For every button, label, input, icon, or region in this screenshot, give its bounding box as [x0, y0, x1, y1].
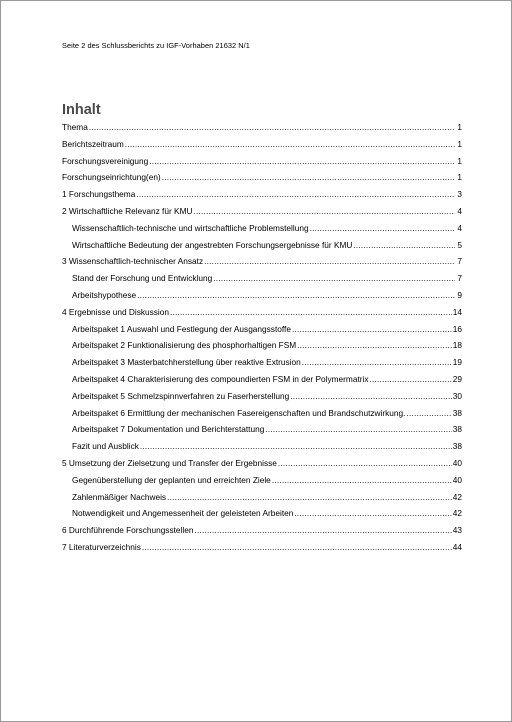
toc-dot-leader [353, 240, 455, 250]
toc-entry-label: Arbeitspaket 6 Ermittlung der mechanischen Fasereigenschaften und Brandschutzwirkung. [72, 407, 406, 418]
toc-entry-label: Forschungseinrichtung(en) [62, 172, 161, 183]
toc-entry-page-number: 14 [452, 306, 462, 317]
toc-entry-label: Zahlenmäßiger Nachweis [72, 491, 167, 502]
toc-entry-page-number: 9 [457, 289, 462, 300]
toc-dot-leader [302, 357, 452, 367]
toc-dot-leader [137, 290, 455, 300]
toc-dot-leader [310, 223, 455, 233]
toc-entry-label: Gegenüberstellung der geplanten und erreichten Ziele [72, 474, 271, 485]
toc-entry-label: Arbeitspaket 5 Schmelzspinnverfahren zu Faserherstellung [72, 390, 290, 401]
table-of-contents [62, 122, 462, 559]
toc-entry-page-number: 30 [452, 390, 462, 401]
toc-entry[interactable] [62, 206, 462, 223]
toc-entry-label: 4 Ergebnisse und Diskussion [62, 306, 169, 317]
toc-dot-leader [140, 441, 452, 451]
toc-dot-leader [265, 424, 451, 434]
toc-dot-leader [142, 542, 452, 552]
toc-entry[interactable] [62, 424, 462, 441]
toc-entry-label: Wirtschaftliche Bedeutung der angestrebten Forschungsergebnisse für KMU [72, 239, 353, 250]
toc-entry-label: Arbeitspaket 7 Dokumentation und Berichterstattung [72, 424, 265, 435]
toc-entry[interactable] [62, 475, 462, 492]
toc-dot-leader [297, 340, 452, 350]
toc-entry[interactable] [62, 139, 462, 156]
toc-entry-page-number: 40 [452, 457, 462, 468]
toc-entry-label: Arbeitspaket 2 Funktionalisierung des phosphorhaltigen FSM [72, 340, 297, 351]
toc-entry-label: Fazit und Ausblick [72, 441, 139, 452]
toc-dot-leader [292, 324, 452, 334]
toc-entry-label: 3 Wissenschaftlich-technischer Ansatz [62, 256, 204, 267]
toc-dot-leader [167, 492, 452, 502]
toc-entry-label: 5 Umsetzung der Zielsetzung und Transfer der Ergebnisse [62, 457, 277, 468]
toc-entry-label: 6 Durchführende Forschungsstellen [62, 525, 194, 536]
toc-entry[interactable] [62, 122, 462, 139]
toc-entry-page-number: 1 [457, 172, 462, 183]
toc-entry-label: Arbeitspaket 1 Auswahl und Festlegung der Ausgangsstoffe [72, 323, 291, 334]
toc-entry[interactable] [62, 223, 462, 240]
toc-dot-leader [290, 391, 452, 401]
toc-entry-label: Arbeitshypothese [72, 289, 137, 300]
toc-entry[interactable] [62, 256, 462, 273]
toc-entry-page-number: 3 [457, 189, 462, 200]
toc-dot-leader [370, 374, 452, 384]
toc-entry-page-number: 18 [452, 340, 462, 351]
toc-entry[interactable] [62, 525, 462, 542]
toc-entry[interactable] [62, 492, 462, 509]
toc-entry-label: Forschungsvereinigung [62, 155, 149, 166]
toc-entry[interactable] [62, 458, 462, 475]
toc-entry-label: Thema [62, 122, 88, 132]
toc-entry[interactable] [62, 172, 462, 189]
toc-entry[interactable] [62, 290, 462, 307]
toc-entry-page-number: 7 [457, 273, 462, 284]
toc-entry[interactable] [62, 357, 462, 374]
toc-title: Inhalt [62, 102, 101, 118]
toc-entry-label: 2 Wirtschaftliche Relevanz für KMU [62, 205, 193, 216]
toc-entry[interactable] [62, 408, 462, 425]
toc-entry[interactable] [62, 307, 462, 324]
toc-dot-leader [294, 508, 451, 518]
toc-entry-page-number: 42 [452, 491, 462, 502]
toc-entry-page-number: 42 [452, 508, 462, 519]
toc-dot-leader [194, 206, 456, 216]
toc-dot-leader [278, 458, 452, 468]
toc-entry[interactable] [62, 273, 462, 290]
toc-entry[interactable] [62, 189, 462, 206]
toc-entry[interactable] [62, 324, 462, 341]
toc-entry[interactable] [62, 340, 462, 357]
toc-dot-leader [162, 172, 455, 182]
toc-entry-page-number: 4 [457, 205, 462, 216]
toc-entry-page-number: 44 [452, 541, 462, 552]
toc-entry-label: Stand der Forschung und Entwicklung [72, 273, 213, 284]
toc-entry-page-number: 4 [457, 222, 462, 233]
toc-entry-label: 1 Forschungsthema [62, 189, 136, 200]
toc-entry-page-number: 29 [452, 373, 462, 384]
toc-dot-leader [89, 122, 455, 132]
toc-entry[interactable] [62, 542, 462, 559]
toc-entry-label: Notwendigkeit und Angemessenheit der geleisteten Arbeiten [72, 508, 294, 519]
toc-entry[interactable] [62, 240, 462, 257]
toc-entry-page-number: 19 [452, 357, 462, 368]
toc-entry-label: 7 Literaturverzeichnis [62, 541, 141, 552]
toc-entry-page-number: 38 [452, 441, 462, 452]
toc-dot-leader [149, 156, 455, 166]
toc-entry-label: Wissenschaftlich-technische und wirtschaftliche Problemstellung [72, 222, 309, 233]
toc-entry-page-number: 1 [457, 155, 462, 166]
toc-entry-page-number: 38 [452, 407, 462, 418]
running-header: Seite 2 des Schlussberichts zu IGF-Vorhaben 21632 N/1 [62, 41, 250, 50]
toc-entry-page-number: 1 [457, 138, 462, 149]
toc-dot-leader [194, 525, 451, 535]
toc-dot-leader [272, 475, 452, 485]
toc-entry-page-number: 38 [452, 424, 462, 435]
toc-entry-page-number: 5 [457, 239, 462, 250]
toc-dot-leader [125, 139, 455, 149]
toc-entry[interactable] [62, 374, 462, 391]
toc-entry-page-number: 40 [452, 474, 462, 485]
toc-dot-leader [170, 307, 452, 317]
toc-entry-label: Arbeitspaket 3 Masterbatchherstellung über reaktive Extrusion [72, 357, 301, 368]
toc-entry-label: Arbeitspaket 4 Charakterisierung des compoundierten FSM in der Polymermatrix [72, 373, 369, 384]
toc-entry-page-number: 43 [452, 525, 462, 536]
toc-entry[interactable] [62, 441, 462, 458]
toc-entry-page-number: 16 [452, 323, 462, 334]
toc-entry-label: Berichtszeitraum [62, 138, 124, 149]
toc-entry[interactable] [62, 508, 462, 525]
toc-entry-page-number: 7 [457, 256, 462, 267]
toc-dot-leader [136, 189, 455, 199]
toc-entry[interactable] [62, 156, 462, 173]
toc-dot-leader [406, 408, 451, 418]
toc-entry[interactable] [62, 391, 462, 408]
toc-entry-page-number: 1 [457, 122, 462, 132]
toc-dot-leader [204, 256, 455, 266]
toc-dot-leader [213, 273, 455, 283]
